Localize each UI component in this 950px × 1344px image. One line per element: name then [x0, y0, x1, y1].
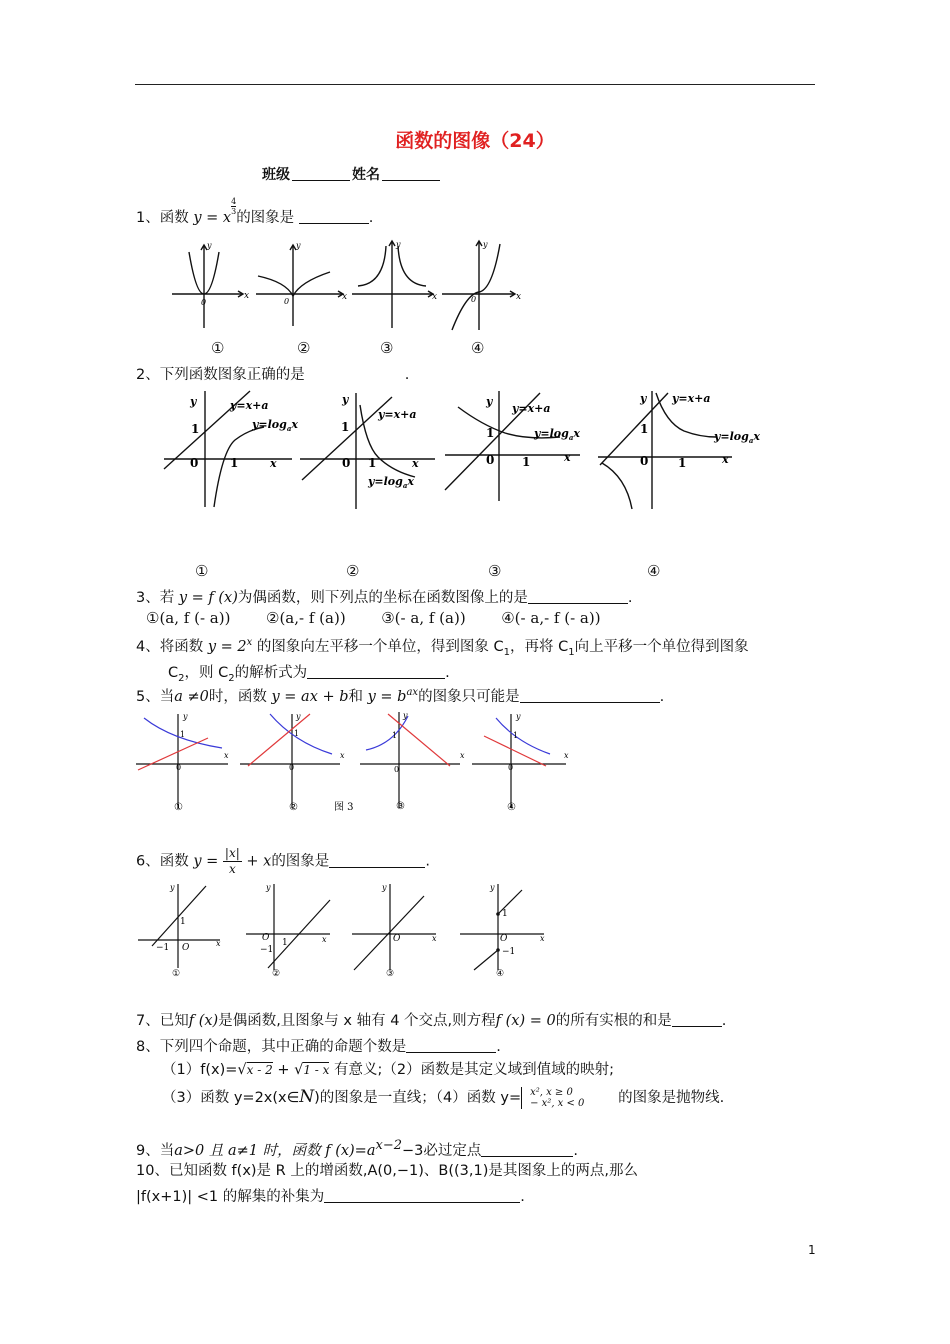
- q8-in: ∈: [286, 1090, 300, 1106]
- svg-text:②: ②: [289, 802, 298, 813]
- q3-option-3[interactable]: ③(- a, f (a)): [381, 609, 466, 627]
- q5-f1: y = ax + b: [271, 689, 349, 705]
- svg-text:−1: −1: [260, 945, 274, 955]
- svg-text:1: 1: [180, 917, 186, 927]
- q8-p3-prefix: （3）函数 y=2x(x: [162, 1090, 287, 1106]
- q4-c1b-sub: 1: [568, 646, 575, 658]
- question-4-line-1: [136, 635, 749, 658]
- name-label: 姓名: [352, 167, 380, 183]
- q9-end: .: [573, 1142, 578, 1159]
- question-7: [136, 1009, 726, 1030]
- q4-prefix: 4、将函数: [136, 639, 204, 655]
- q9-f: f (x)=a: [325, 1142, 376, 1159]
- svg-text:x: x: [322, 935, 327, 944]
- q1-suffix: 的图象是: [236, 210, 295, 226]
- svg-text:y=x+a: y=x+a: [378, 408, 417, 421]
- svg-text:y: y: [207, 241, 212, 250]
- q5-answer-blank[interactable]: [520, 689, 660, 703]
- q8-proposition-1-2: [162, 1058, 614, 1079]
- svg-text:②: ②: [272, 969, 281, 979]
- question-5: [136, 685, 664, 706]
- q5-mid: 时，函数: [208, 689, 267, 705]
- q8-plus: +: [277, 1062, 290, 1078]
- svg-text:−1: −1: [502, 947, 516, 957]
- q1-figures: [160, 232, 540, 334]
- svg-text:y=x+a: y=x+a: [230, 399, 269, 412]
- q1-answer-blank[interactable]: [299, 210, 369, 224]
- q1-end: .: [368, 210, 374, 226]
- svg-text:1: 1: [294, 729, 300, 738]
- svg-text:1: 1: [191, 422, 200, 436]
- q4-text-1: 的图象向左平移一个单位，得到图象 C: [256, 639, 504, 655]
- name-blank[interactable]: [382, 167, 440, 181]
- svg-text:O: O: [500, 934, 508, 944]
- q4-text-2: ，再将 C: [510, 639, 569, 655]
- q8-answer-blank[interactable]: [406, 1039, 496, 1053]
- question-10-line-1: [136, 1159, 638, 1180]
- q5-graph-1: [136, 714, 228, 808]
- q1-graph-4: [442, 241, 515, 330]
- q4-answer-blank[interactable]: [307, 665, 445, 679]
- q9-prefix: 9、当: [136, 1142, 175, 1159]
- svg-text:x: x: [516, 292, 522, 302]
- q6-fraction: $\frac{|x|}{x}$: [224, 846, 240, 876]
- q9-answer-blank[interactable]: [481, 1143, 573, 1157]
- q2-graph-4: [598, 391, 732, 509]
- svg-text:0: 0: [471, 295, 477, 304]
- q1-exponent: $\frac{4}{3}$: [231, 197, 237, 216]
- svg-text:0: 0: [640, 454, 649, 468]
- top-rule: [135, 84, 815, 85]
- svg-text:③: ③: [386, 969, 395, 979]
- svg-text:1: 1: [368, 456, 377, 470]
- q4-formula-sup: x: [246, 637, 253, 649]
- svg-text:y=x+a: y=x+a: [512, 402, 551, 415]
- question-10-line-2: [136, 1185, 525, 1206]
- q5-f2: y = b: [367, 689, 407, 705]
- svg-text:y: y: [483, 240, 488, 249]
- svg-text:x: x: [540, 934, 545, 943]
- q8-p1-suffix: 有意义;（2）函数是其定义域到值域的映射;: [334, 1062, 615, 1078]
- class-label: 班级: [262, 167, 290, 183]
- svg-text:0: 0: [342, 456, 351, 470]
- svg-text:O: O: [262, 933, 270, 943]
- svg-text:y: y: [516, 712, 521, 721]
- svg-text:1: 1: [640, 422, 649, 436]
- svg-text:x: x: [342, 292, 348, 302]
- svg-text:④: ④: [507, 802, 516, 813]
- svg-text:y: y: [190, 395, 197, 408]
- q10-text-2: |f(x+1)| <1 的解集的补集为: [136, 1189, 325, 1205]
- svg-text:x: x: [564, 451, 571, 464]
- q5-graph-3: [360, 712, 460, 808]
- q8-sqrt-1: √x - 2: [237, 1062, 273, 1078]
- q5-fig-caption: 图 3: [334, 802, 354, 813]
- q5-and: 和: [348, 689, 364, 705]
- question-6: [136, 846, 430, 877]
- svg-text:y: y: [396, 240, 401, 249]
- q8-sqrt-2: √1 - x: [294, 1062, 330, 1078]
- q5-f2-sup: ax: [406, 687, 419, 699]
- q4-formula: y = 2: [207, 639, 247, 655]
- q1-graph-3: [352, 241, 433, 328]
- q6-graph-4: [460, 884, 544, 970]
- svg-text:1: 1: [513, 731, 519, 740]
- question-2: [136, 363, 409, 384]
- svg-text:1: 1: [392, 731, 398, 740]
- q9-suffix: 必过定点: [423, 1142, 482, 1159]
- q2-graph-1: [164, 391, 292, 507]
- q5-figures: [132, 708, 572, 818]
- question-4-line-2: [168, 661, 450, 684]
- svg-text:y=x+a: y=x+a: [672, 392, 711, 405]
- q10-end: .: [520, 1189, 525, 1205]
- page-number: 1: [808, 1243, 816, 1257]
- q3-formula: y = f (x): [178, 590, 238, 606]
- q2-end: .: [404, 367, 410, 383]
- q10-answer-blank[interactable]: [324, 1189, 520, 1203]
- q8-piecewise: x², x ≥ 0 − x², x < 0: [521, 1087, 618, 1109]
- q1-prefix: 1、函数: [136, 210, 189, 226]
- q5-suffix: 的图象只可能是: [418, 689, 520, 705]
- svg-text:0: 0: [176, 763, 182, 772]
- q6-graph-2: [246, 884, 330, 970]
- svg-text:y: y: [170, 883, 175, 892]
- q8-p3-suffix: )的图象是一直线；（4）函数 y=: [314, 1090, 522, 1106]
- q3-option-4[interactable]: ④(- a,- f (- a)): [501, 609, 601, 627]
- svg-text:y: y: [183, 712, 188, 721]
- svg-text:y=logax: $y=\log_ax$: [714, 430, 760, 445]
- svg-text:x: x: [224, 751, 229, 760]
- q8-end: .: [496, 1039, 501, 1055]
- svg-text:1: 1: [678, 456, 687, 470]
- q4-c1-sub: 1: [503, 646, 510, 658]
- q3-option-1[interactable]: ①(a, f (- a)): [146, 609, 231, 627]
- svg-text:①: ①: [172, 969, 181, 979]
- svg-text:y=logax: $y=\log_ax$: [368, 475, 414, 490]
- q7-f: f (x): [188, 1013, 219, 1029]
- svg-text:y: y: [296, 241, 301, 250]
- svg-text:①: ①: [174, 802, 183, 813]
- svg-text:1: 1: [230, 456, 239, 470]
- q3-answer-blank[interactable]: [528, 590, 628, 604]
- q2-figures: [160, 385, 780, 515]
- svg-text:O: O: [182, 943, 190, 953]
- q8-text: 8、下列四个命题，其中正确的命题个数是: [136, 1039, 407, 1055]
- q4-end: .: [445, 665, 450, 681]
- q6-graph-3: [352, 884, 436, 970]
- svg-text:y=logax: $y=\log_ax$: [534, 427, 580, 442]
- q1-choice-4[interactable]: ④: [471, 339, 485, 357]
- svg-text:x: x: [432, 934, 437, 943]
- question-9: [136, 1138, 578, 1160]
- svg-text:x: x: [722, 453, 729, 466]
- q2-choice-2[interactable]: ②: [346, 562, 360, 580]
- q6-plus: + x: [246, 853, 272, 870]
- q1-choice-3[interactable]: ③: [380, 339, 394, 357]
- svg-text:y=logax: $y=\log_ax$: [252, 418, 298, 433]
- svg-text:y: y: [342, 393, 349, 406]
- q5-end: .: [659, 689, 665, 705]
- q1-graph-1: [172, 245, 243, 328]
- q2-choice-3[interactable]: ③: [488, 562, 502, 580]
- q3-options: [146, 609, 601, 627]
- svg-text:y: y: [382, 883, 387, 892]
- q4-text-3: 向上平移一个单位得到图象: [574, 639, 749, 655]
- q1-formula: y = x: [193, 210, 232, 226]
- question-3: [136, 586, 632, 607]
- q6-formula-y: y =: [193, 853, 219, 870]
- svg-text:1: 1: [180, 730, 186, 739]
- q7-answer-blank[interactable]: [672, 1013, 722, 1027]
- question-8: [136, 1035, 501, 1056]
- svg-text:1: 1: [341, 420, 350, 434]
- q2-text: 2、下列函数图象正确的是: [136, 367, 305, 383]
- q2-choice-1[interactable]: ①: [195, 562, 209, 580]
- q1-choice-1[interactable]: ①: [211, 339, 225, 357]
- q4-c2: C: [168, 665, 179, 681]
- svg-text:x: x: [564, 751, 569, 760]
- svg-text:y: y: [486, 395, 493, 408]
- svg-text:x: x: [270, 457, 277, 470]
- svg-text:0: 0: [508, 763, 514, 772]
- q4-c2b-sub: 2: [228, 672, 235, 684]
- svg-text:x: x: [460, 751, 465, 760]
- q1-choice-2[interactable]: ②: [297, 339, 311, 357]
- class-name-line: [262, 164, 442, 184]
- q9-minus: −3: [401, 1142, 424, 1159]
- q5-graph-4: [472, 714, 566, 808]
- q2-answer-blank[interactable]: [305, 368, 405, 381]
- q2-choice-4[interactable]: ④: [647, 562, 661, 580]
- page-title: 函数的图像（24）: [395, 130, 555, 152]
- q6-prefix: 6、函数: [136, 853, 189, 870]
- svg-text:1: 1: [282, 938, 288, 948]
- svg-text:x: x: [412, 457, 419, 470]
- q5-graph-2: [240, 714, 340, 808]
- question-1: [136, 197, 373, 227]
- q4-text-4: ，则 C: [184, 665, 229, 681]
- svg-text:③: ③: [396, 801, 405, 812]
- svg-text:x: x: [340, 751, 345, 760]
- q8-p1-prefix: （1）f(x)=: [162, 1062, 238, 1078]
- svg-text:y: y: [490, 883, 495, 892]
- q6-graph-4-point-top: [496, 912, 500, 916]
- q9-sup: x−2: [375, 1138, 402, 1153]
- q5-prefix: 5、当: [136, 689, 175, 705]
- q3-prefix: 3、若: [136, 590, 175, 606]
- q8-set: N: [299, 1087, 315, 1107]
- svg-text:O: O: [393, 934, 401, 944]
- svg-text:y: y: [296, 712, 301, 721]
- q9-cond: a>0 且 a≠1 时，函数: [174, 1142, 321, 1159]
- q8-p4-suffix: 的图象是抛物线.: [618, 1090, 725, 1106]
- svg-text:y: y: [640, 392, 647, 405]
- svg-text:1: 1: [522, 455, 531, 469]
- q7-suffix: 的所有实根的和是: [555, 1013, 672, 1029]
- svg-text:x: x: [216, 939, 221, 948]
- svg-text:y: y: [403, 711, 408, 720]
- svg-text:1: 1: [486, 426, 495, 440]
- q7-prefix: 7、已知: [136, 1013, 189, 1029]
- q1-graph-2: [256, 245, 343, 326]
- svg-text:−1: −1: [156, 943, 170, 953]
- svg-text:0: 0: [394, 765, 400, 774]
- svg-text:y: y: [266, 883, 271, 892]
- q6-suffix: 的图象是: [271, 853, 330, 870]
- q6-graph-1: [138, 884, 220, 968]
- q5-cond: a ≠0: [174, 689, 209, 705]
- svg-text:0: 0: [486, 453, 495, 467]
- q10-text: 10、已知函数 f(x)是 R 上的增函数,A(0,−1)、B((3,1)是其图象上的两点,那么: [136, 1163, 638, 1179]
- q6-figures: [134, 878, 554, 980]
- svg-text:0: 0: [201, 298, 207, 307]
- svg-text:x: x: [432, 292, 438, 302]
- svg-text:x: x: [244, 291, 250, 301]
- q3-option-2[interactable]: ②(a,- f (a)): [266, 609, 346, 627]
- svg-text:0: 0: [284, 297, 290, 306]
- svg-text:0: 0: [289, 763, 295, 772]
- q7-eq: f (x) = 0: [495, 1013, 556, 1029]
- q8-proposition-3-4: [162, 1086, 724, 1109]
- svg-text:1: 1: [502, 909, 508, 919]
- svg-text:④: ④: [496, 969, 505, 979]
- q6-answer-blank[interactable]: [329, 854, 425, 868]
- q3-end: .: [627, 590, 633, 606]
- svg-text:0: 0: [190, 456, 199, 470]
- class-blank[interactable]: [292, 167, 350, 181]
- q3-suffix: 为偶函数，则下列点的坐标在函数图像上的是: [237, 590, 528, 606]
- q7-end: .: [721, 1013, 727, 1029]
- q4-text-5: 的解析式为: [234, 665, 308, 681]
- q4-c2-sub: 2: [178, 672, 185, 684]
- q6-graph-4-point-bottom: [496, 948, 500, 952]
- q6-end: .: [425, 853, 430, 870]
- q7-mid: 是偶函数,且图象与 x 轴有 4 个交点,则方程: [218, 1013, 496, 1029]
